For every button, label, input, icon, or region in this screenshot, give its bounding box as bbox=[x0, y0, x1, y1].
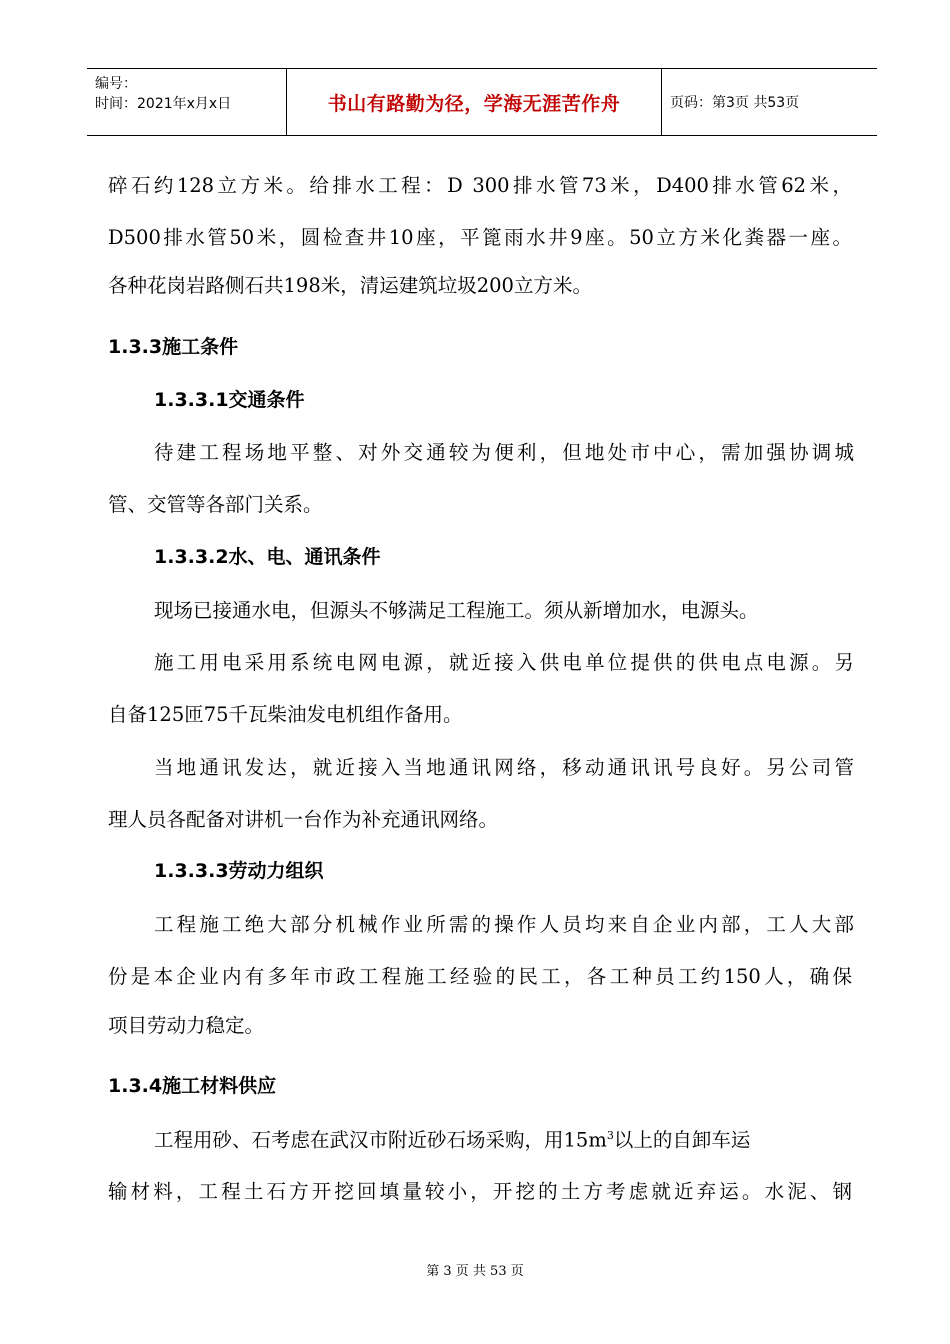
paragraph-line: 现场已接通水电，但源头不够满足工程施工。须从新增加水，电源头。 bbox=[154, 599, 759, 622]
subsection-heading: 1.3.3.1交通条件 bbox=[154, 389, 305, 411]
paragraph-line: 项目劳动力稳定。 bbox=[108, 1014, 265, 1037]
text-run: 工程用砂、石考虑在武汉市附近砂石场采购，用15m bbox=[154, 1128, 607, 1152]
paragraph-line: 工程施工绝大部分机械作业所需的操作人员均来自企业内部，工人大部 bbox=[154, 913, 854, 936]
header-motto-cell bbox=[287, 69, 662, 135]
paragraph-line: 自备125匝75千瓦柴油发电机组作备用。 bbox=[108, 703, 463, 726]
subsection-heading: 1.3.3.3劳动力组织 bbox=[154, 860, 324, 882]
paragraph-line bbox=[154, 1130, 750, 1150]
paragraph-line: 施工用电采用系统电网电源，就近接入供电单位提供的供电点电源。另 bbox=[154, 651, 854, 674]
paragraph-line: 管、交管等各部门关系。 bbox=[108, 493, 323, 516]
page-info: 页码：第3页 共53页 bbox=[670, 95, 800, 111]
paragraph-line: D500排水管50米，圆检查井10座，平篦雨水井9座。50立方米化粪器一座。 bbox=[108, 226, 852, 249]
subsection-heading: 1.3.3.2水、电、通讯条件 bbox=[154, 546, 381, 568]
number-label: 编号： bbox=[95, 76, 137, 92]
motto-text: 书山有路勤为径，学海无涯苦作舟 bbox=[327, 92, 621, 115]
paragraph-line: 碎石约128立方米。给排水工程：D 300排水管73米，D400排水管62米， bbox=[108, 174, 852, 197]
superscript: 3 bbox=[606, 1129, 614, 1142]
paragraph-line: 份是本企业内有多年市政工程施工经验的民工，各工种员工约150人，确保 bbox=[108, 965, 852, 988]
section-heading: 1.3.4施工材料供应 bbox=[108, 1075, 277, 1097]
paragraph-line: 待建工程场地平整、对外交通较为便利，但地处市中心，需加强协调城 bbox=[154, 441, 854, 464]
page-header bbox=[87, 68, 877, 136]
time-label: 时间：2021年x月x日 bbox=[95, 96, 232, 112]
paragraph-line: 理人员各配备对讲机一台作为补充通讯网络。 bbox=[108, 808, 499, 831]
text-run: 以上的自卸车运 bbox=[613, 1128, 751, 1152]
paragraph-line: 输材料，工程土石方开挖回填量较小，开挖的土方考虑就近弃运。水泥、钢 bbox=[108, 1180, 852, 1203]
header-meta-cell bbox=[87, 69, 287, 135]
paragraph-line: 当地通讯发达，就近接入当地通讯网络，移动通讯讯号良好。另公司管 bbox=[154, 756, 854, 779]
header-page-cell bbox=[662, 69, 877, 135]
page-footer: 第 3 页 共 53 页 bbox=[426, 1264, 524, 1279]
section-heading: 1.3.3施工条件 bbox=[108, 336, 239, 358]
paragraph-line: 各种花岗岩路侧石共198米，清运建筑垃圾200立方米。 bbox=[108, 274, 592, 297]
